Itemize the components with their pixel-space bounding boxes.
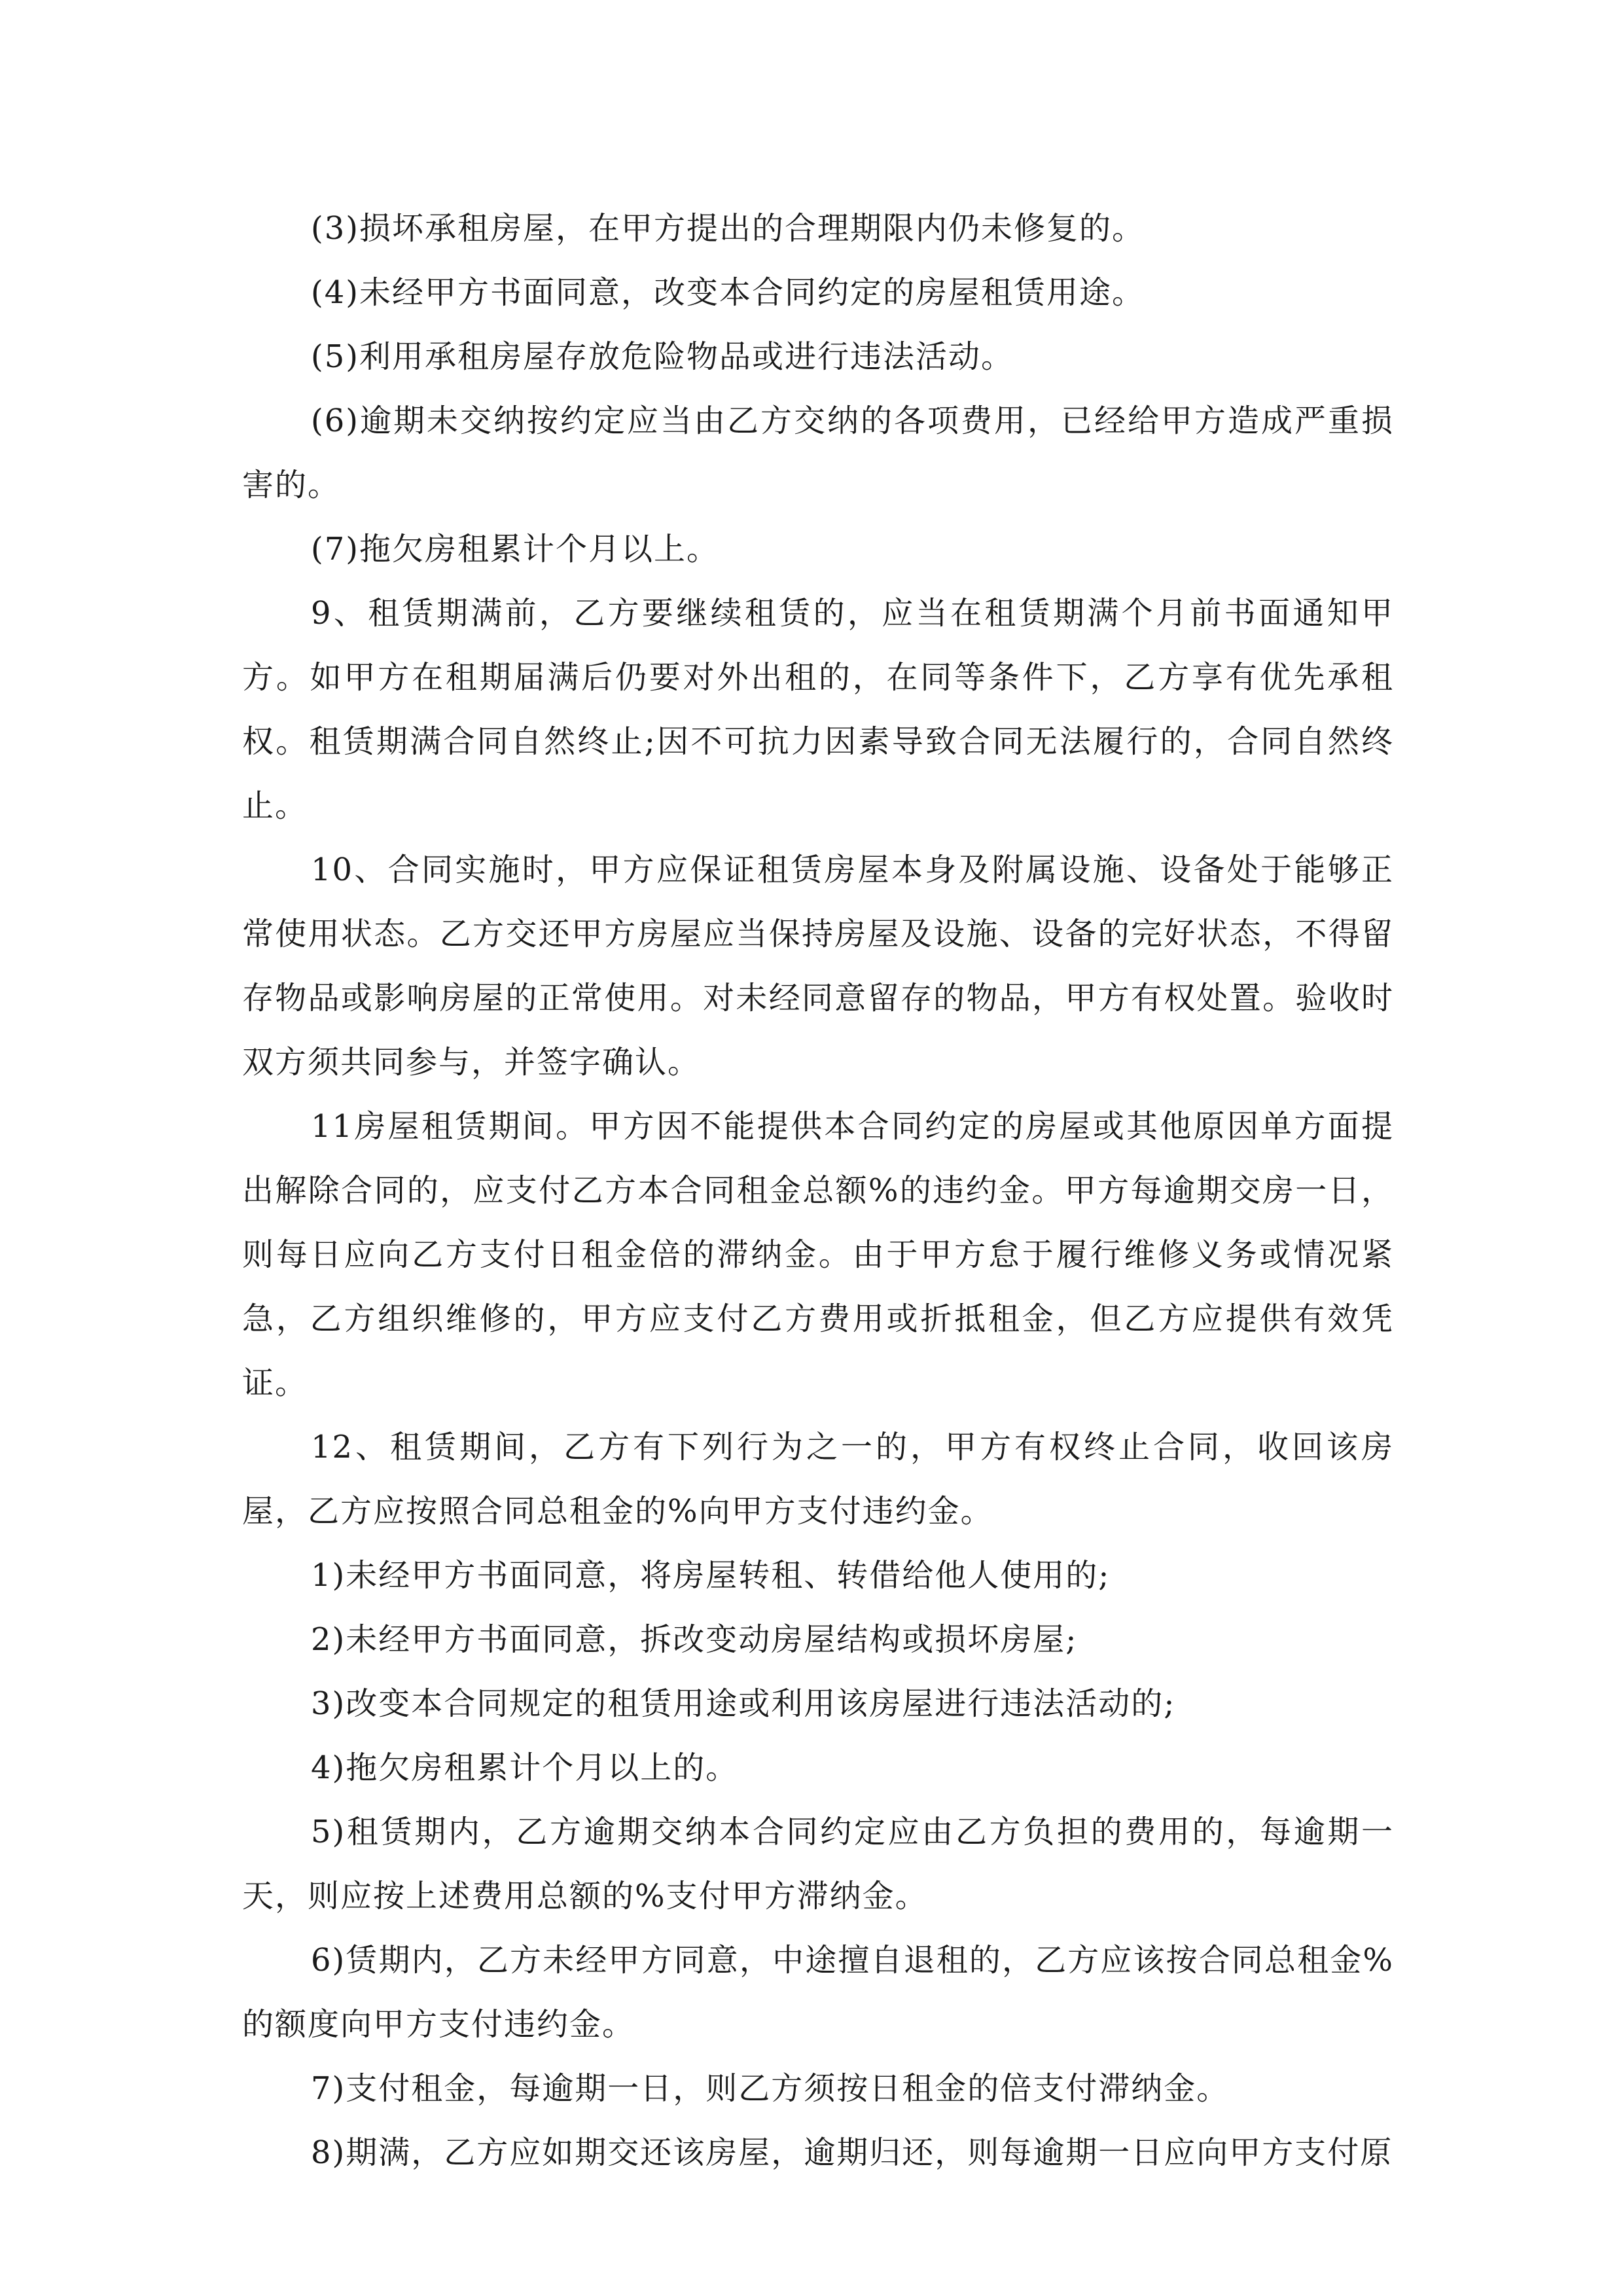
clause-7: (7)拖欠房租累计个月以上。: [311, 531, 719, 567]
clause-4: (4)未经甲方书面同意，改变本合同约定的房屋租赁用途。: [311, 274, 1145, 311]
clause-5: (5)利用承租房屋存放危险物品或进行违法活动。: [311, 338, 1014, 375]
article-12: 12、租赁期间，乙方有下列行为之一的，甲方有权终止合同，收回该房屋，乙方应按照合同总租金的%向甲方支付违约金。: [242, 1429, 1394, 1530]
article-9: 9、租赁期满前，乙方要继续租赁的，应当在租赁期满个月前书面通知甲方。如甲方在租期届满后仍要对外出租的，在同等条件下，乙方享有优先承租权。租赁期满合同自然终止;因不可抗力因素导致合同无法履行的，合同自然终止。: [242, 595, 1394, 824]
clause-6: (6)逾期未交纳按约定应当由乙方交纳的各项费用，已经给甲方造成严重损害的。: [242, 403, 1394, 503]
document-page: [242, 196, 1394, 2171]
item-8: 8)期满，乙方应如期交还该房屋，逾期归还，则每逾期一日应向甲方支付原: [311, 2134, 1393, 2171]
item-6: 6)赁期内，乙方未经甲方同意，中途擅自退租的，乙方应该按合同总租金%的额度向甲方支付违约金。: [242, 1942, 1394, 2043]
item-1: 1)未经甲方书面同意，将房屋转租、转借给他人使用的;: [311, 1557, 1111, 1594]
item-7: 7)支付租金，每逾期一日，则乙方须按日租金的倍支付滞纳金。: [311, 2070, 1230, 2107]
article-10: 10、合同实施时，甲方应保证租赁房屋本身及附属设施、设备处于能够正常使用状态。乙方交还甲方房屋应当保持房屋及设施、设备的完好状态，不得留存物品或影响房屋的正常使用。对未经同意留存的物品，甲方有权处置。验收时双方须共同参与，并签字确认。: [242, 852, 1394, 1081]
clause-3: (3)损坏承租房屋，在甲方提出的合理期限内仍未修复的。: [311, 210, 1145, 247]
article-11: 11房屋租赁期间。甲方因不能提供本合同约定的房屋或其他原因单方面提出解除合同的，应支付乙方本合同租金总额%的违约金。甲方每逾期交房一日，则每日应向乙方支付日租金倍的滞纳金。由于甲方怠于履行维修义务或情况紧急，乙方组织维修的，甲方应支付乙方费用或折抵租金，但乙方应提供有效凭证。: [242, 1108, 1394, 1401]
item-5: 5)租赁期内，乙方逾期交纳本合同约定应由乙方负担的费用的，每逾期一天，则应按上述费用总额的%支付甲方滞纳金。: [242, 1814, 1394, 1914]
item-3: 3)改变本合同规定的租赁用途或利用该房屋进行违法活动的;: [311, 1685, 1176, 1722]
item-2: 2)未经甲方书面同意，拆改变动房屋结构或损坏房屋;: [311, 1621, 1078, 1658]
item-4: 4)拖欠房租累计个月以上的。: [311, 1749, 739, 1786]
